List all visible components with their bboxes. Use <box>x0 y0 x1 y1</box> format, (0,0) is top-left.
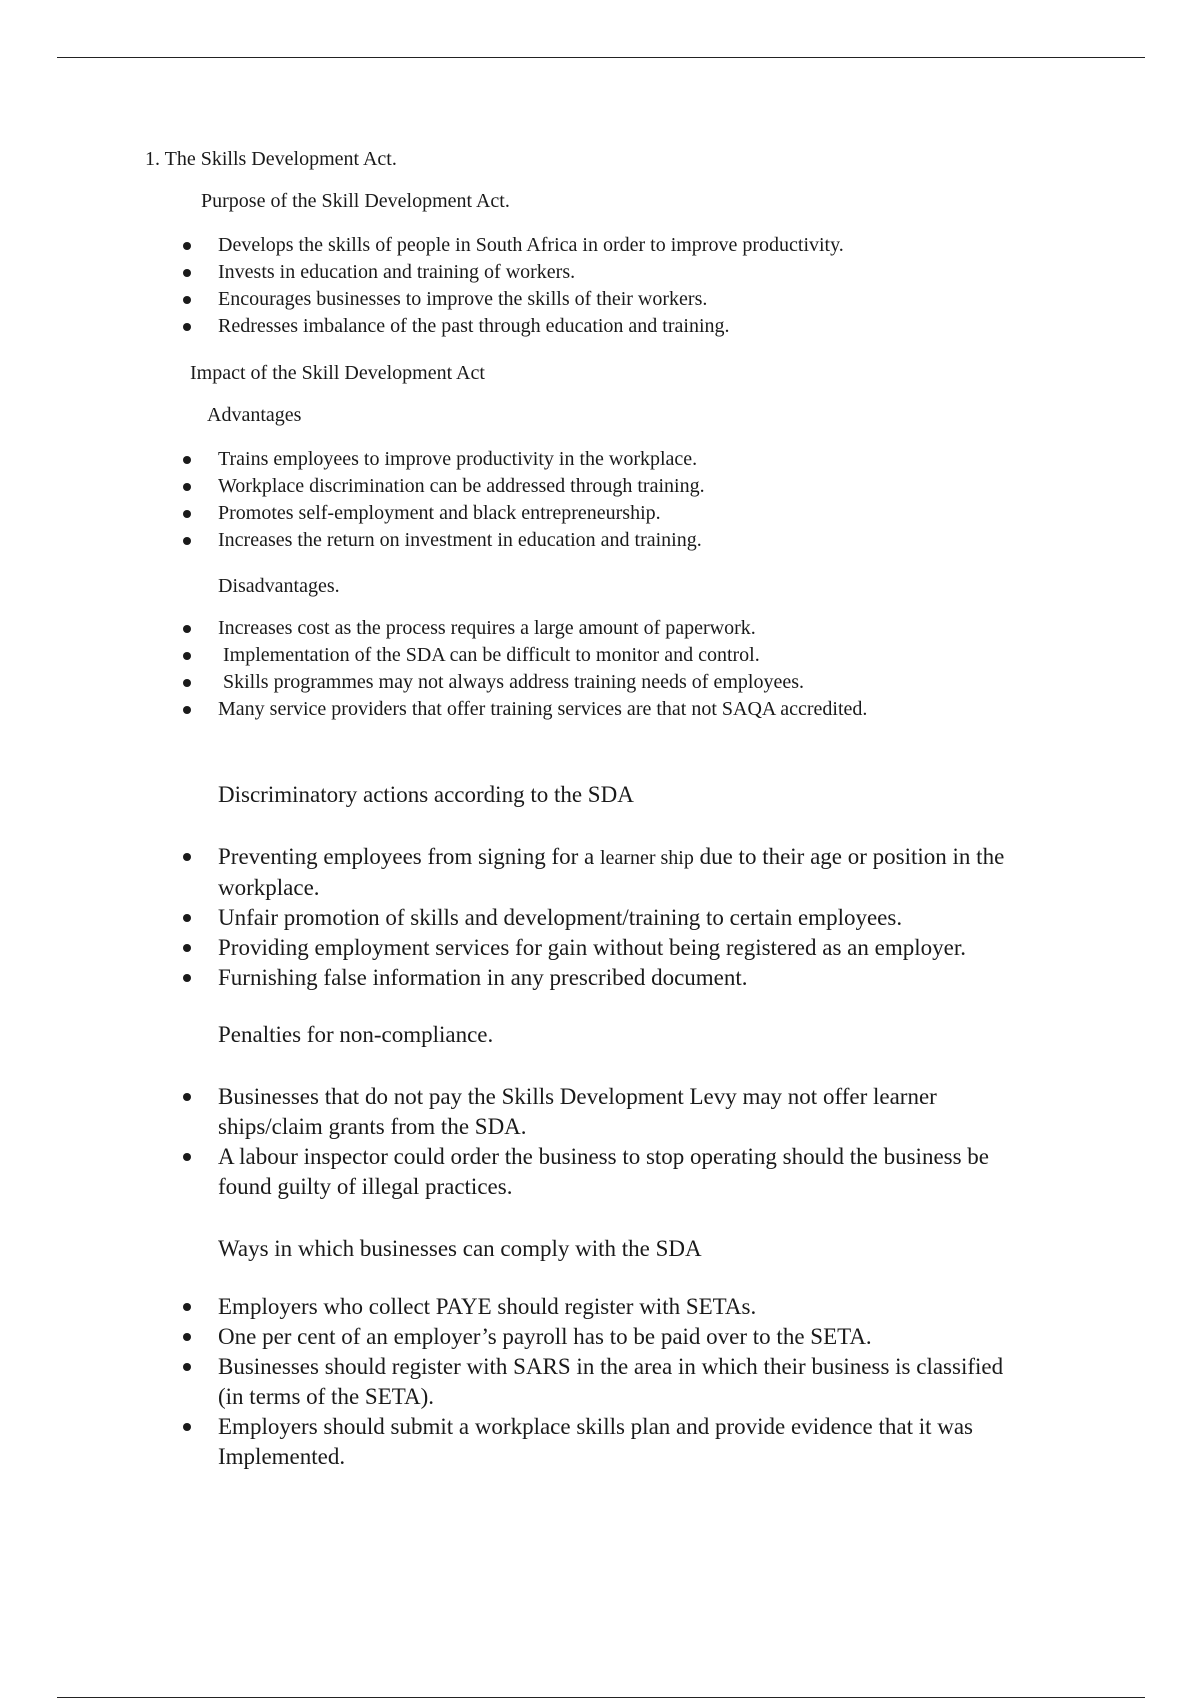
bullet-icon <box>183 1363 191 1371</box>
bullet-icon <box>183 914 191 922</box>
purpose-list <box>0 232 1068 340</box>
bullet-icon <box>183 1093 191 1101</box>
list-item: Unfair promotion of skills and development/training to certain employees. <box>0 903 1068 933</box>
list-item: Employers who collect PAYE should register with SETAs. <box>0 1292 1068 1322</box>
comply-title: Ways in which businesses can comply with the SDA <box>218 1236 702 1261</box>
list-item: Employers should submit a workplace skills plan and provide evidence that it was Implemented. <box>0 1412 1068 1472</box>
bullet-icon <box>183 853 191 861</box>
list-item: Increases cost as the process requires a large amount of paperwork. <box>0 615 1068 642</box>
list-item: Skills programmes may not always address training needs of employees. <box>0 669 1068 696</box>
footer-rule <box>57 1697 1145 1698</box>
list-item: Encourages businesses to improve the skills of their workers. <box>0 286 1068 313</box>
list-item: A labour inspector could order the business to stop operating should the business be found guilty of illegal practices. <box>0 1142 1068 1202</box>
disadvantages-title: Disadvantages. <box>218 575 340 597</box>
list-item: Many service providers that offer training services are that not SAQA accredited. <box>0 696 1068 723</box>
impact-title: Impact of the Skill Development Act <box>190 362 485 384</box>
bullet-icon <box>183 537 191 545</box>
header-rule <box>57 57 1145 58</box>
bullet-icon <box>183 483 191 491</box>
discriminatory-list <box>0 842 1068 993</box>
advantages-title: Advantages <box>207 404 302 426</box>
bullet-icon <box>183 242 191 250</box>
bullet-icon <box>183 1423 191 1431</box>
list-item: Develops the skills of people in South Africa in order to improve productivity. <box>0 232 1068 259</box>
bullet-icon <box>183 974 191 982</box>
advantages-list <box>0 446 1068 554</box>
bullet-icon <box>183 323 191 331</box>
bullet-icon <box>183 510 191 518</box>
purpose-title: Purpose of the Skill Development Act. <box>201 190 510 212</box>
list-item: Businesses should register with SARS in the area in which their business is classified (in terms of the SETA). <box>0 1352 1068 1412</box>
bullet-icon <box>183 456 191 464</box>
bullet-icon <box>183 706 191 714</box>
list-item: Preventing employees from signing for a learner ship due to their age or position in the workplace. <box>0 842 1068 903</box>
disadvantages-list <box>0 615 1068 723</box>
list-item: Furnishing false information in any prescribed document. <box>0 963 1068 993</box>
list-item: Increases the return on investment in education and training. <box>0 527 1068 554</box>
bullet-icon <box>183 625 191 633</box>
list-item: Implementation of the SDA can be difficult to monitor and control. <box>0 642 1068 669</box>
bullet-icon <box>183 1333 191 1341</box>
list-item: Invests in education and training of workers. <box>0 259 1068 286</box>
list-item: Businesses that do not pay the Skills Development Levy may not offer learner ships/claim grants from the SDA. <box>0 1082 1068 1142</box>
list-item: Workplace discrimination can be addressed through training. <box>0 473 1068 500</box>
list-item: One per cent of an employer’s payroll has to be paid over to the SETA. <box>0 1322 1068 1352</box>
bullet-icon <box>183 269 191 277</box>
penalties-title: Penalties for non-compliance. <box>218 1022 494 1047</box>
bullet-icon <box>183 1153 191 1161</box>
bullet-icon <box>183 296 191 304</box>
list-item: Trains employees to improve productivity in the workplace. <box>0 446 1068 473</box>
bullet-icon <box>183 1303 191 1311</box>
bullet-icon <box>183 944 191 952</box>
list-item: Promotes self-employment and black entrepreneurship. <box>0 500 1068 527</box>
list-item: Redresses imbalance of the past through education and training. <box>0 313 1068 340</box>
bullet-icon <box>183 652 191 660</box>
bullet-icon <box>183 679 191 687</box>
document-heading: 1. The Skills Development Act. <box>145 148 397 170</box>
penalties-list <box>0 1082 1068 1202</box>
discriminatory-title: Discriminatory actions according to the SDA <box>218 782 634 807</box>
comply-list <box>0 1292 1068 1472</box>
list-item: Providing employment services for gain without being registered as an employer. <box>0 933 1068 963</box>
